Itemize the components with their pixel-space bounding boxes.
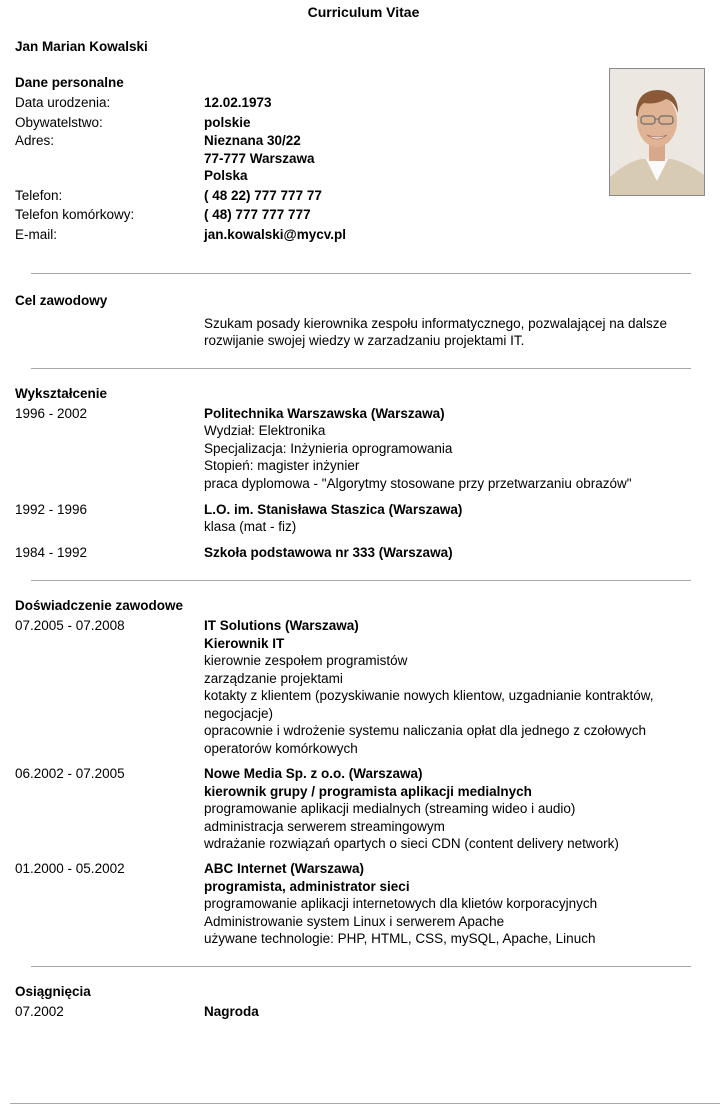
experience-details bbox=[204, 800, 619, 853]
citizenship-value: polskie bbox=[204, 115, 251, 130]
education-detail: Stopień: magister inżynier bbox=[204, 458, 360, 473]
education-detail: klasa (mat - fiz) bbox=[204, 519, 297, 534]
objective-text: rozwijanie swojej wiedzy w zarzadzaniu projektami IT. bbox=[204, 333, 525, 348]
email-label: E-mail: bbox=[15, 227, 58, 242]
experience-detail: zarządzanie projektami bbox=[204, 670, 343, 686]
mobile-label: Telefon komórkowy: bbox=[15, 207, 135, 222]
experience-detail: kotakty z klientem (pozyskiwanie nowych klientow, uzgadnianie kontraktów, bbox=[204, 688, 654, 703]
experience-details bbox=[204, 652, 653, 757]
address-line: Polska bbox=[204, 168, 248, 183]
education-school: Politechnika Warszawska (Warszawa) bbox=[204, 406, 445, 421]
email-value: jan.kowalski@mycv.pl bbox=[204, 227, 346, 242]
experience-detail: używane technologie: PHP, HTML, CSS, mySQL, Apache, Linuch bbox=[204, 931, 596, 946]
section-heading-achievements: Osiągnięcia bbox=[15, 984, 91, 999]
education-period: 1996 - 2002 bbox=[15, 406, 88, 421]
education-details bbox=[204, 422, 632, 492]
experience-detail: opracownie i wdrożenie systemu naliczania opłat dla jednego z czołowych bbox=[204, 723, 646, 738]
full-name: Jan Marian Kowalski bbox=[15, 39, 148, 54]
section-heading-education: Wykształcenie bbox=[15, 386, 108, 401]
achievement-title: Nagroda bbox=[204, 1004, 259, 1019]
address-line: Nieznana 30/22 bbox=[204, 133, 301, 148]
divider bbox=[31, 966, 691, 967]
birth-value: 12.02.1973 bbox=[204, 95, 272, 110]
divider bbox=[31, 368, 691, 369]
experience-detail: Administrowanie system Linux i serwerem Apache bbox=[204, 913, 505, 929]
experience-period: 01.2000 - 05.2002 bbox=[15, 861, 125, 876]
education-detail: Specjalizacja: Inżynieria oprogramowania bbox=[204, 440, 453, 456]
education-school: Szkoła podstawowa nr 333 (Warszawa) bbox=[204, 545, 453, 560]
phone-value: ( 48 22) 777 777 77 bbox=[204, 188, 322, 203]
education-school: L.O. im. Stanisława Staszica (Warszawa) bbox=[204, 502, 463, 517]
experience-company: IT Solutions (Warszawa) bbox=[204, 618, 359, 633]
experience-role: Kierownik IT bbox=[204, 635, 285, 651]
experience-detail: programowanie aplikacji medialnych (streaming wideo i audio) bbox=[204, 801, 576, 816]
education-detail: praca dyplomowa - "Algorytmy stosowane przy przetwarzaniu obrazów" bbox=[204, 475, 632, 491]
footer-divider bbox=[10, 1103, 720, 1104]
experience-role: programista, administrator sieci bbox=[204, 878, 410, 894]
experience-detail: negocjacje) bbox=[204, 705, 274, 721]
experience-role: kierownik grupy / programista aplikacji medialnych bbox=[204, 783, 532, 799]
divider bbox=[31, 580, 691, 581]
education-detail: Wydział: Elektronika bbox=[204, 423, 326, 438]
education-period: 1984 - 1992 bbox=[15, 545, 88, 560]
experience-period: 07.2005 - 07.2008 bbox=[15, 618, 125, 633]
divider bbox=[31, 273, 691, 274]
experience-company: ABC Internet (Warszawa) bbox=[204, 861, 365, 876]
experience-detail: kierownie zespołem programistów bbox=[204, 653, 408, 668]
experience-details bbox=[204, 895, 597, 948]
experience-detail: programowanie aplikacji internetowych dla klietów korporacyjnych bbox=[204, 896, 598, 911]
education-period: 1992 - 1996 bbox=[15, 502, 88, 517]
section-heading-personal: Dane personalne bbox=[15, 75, 124, 90]
experience-detail: administracja serwerem streamingowym bbox=[204, 818, 445, 834]
phone-label: Telefon: bbox=[15, 188, 63, 203]
document-title: Curriculum Vitae bbox=[307, 4, 420, 20]
mobile-value: ( 48) 777 777 777 bbox=[204, 207, 311, 222]
profile-photo bbox=[609, 68, 705, 196]
experience-period: 06.2002 - 07.2005 bbox=[15, 766, 125, 781]
birth-label: Data urodzenia: bbox=[15, 95, 111, 110]
experience-company: Nowe Media Sp. z o.o. (Warszawa) bbox=[204, 766, 423, 781]
section-heading-objective: Cel zawodowy bbox=[15, 293, 108, 308]
experience-detail: wdrażanie rozwiązań opartych o sieci CDN (content delivery network) bbox=[204, 836, 619, 851]
experience-detail: operatorów komórkowych bbox=[204, 740, 358, 756]
address-label: Adres: bbox=[15, 133, 55, 148]
achievement-period: 07.2002 bbox=[15, 1004, 64, 1019]
portrait-icon bbox=[610, 69, 704, 195]
citizenship-label: Obywatelstwo: bbox=[15, 115, 103, 130]
objective-text: Szukam posady kierownika zespołu informatycznego, pozwalającej na dalsze bbox=[204, 316, 667, 331]
section-heading-experience: Doświadczenie zawodowe bbox=[15, 598, 184, 613]
address-line: 77-777 Warszawa bbox=[204, 150, 315, 166]
